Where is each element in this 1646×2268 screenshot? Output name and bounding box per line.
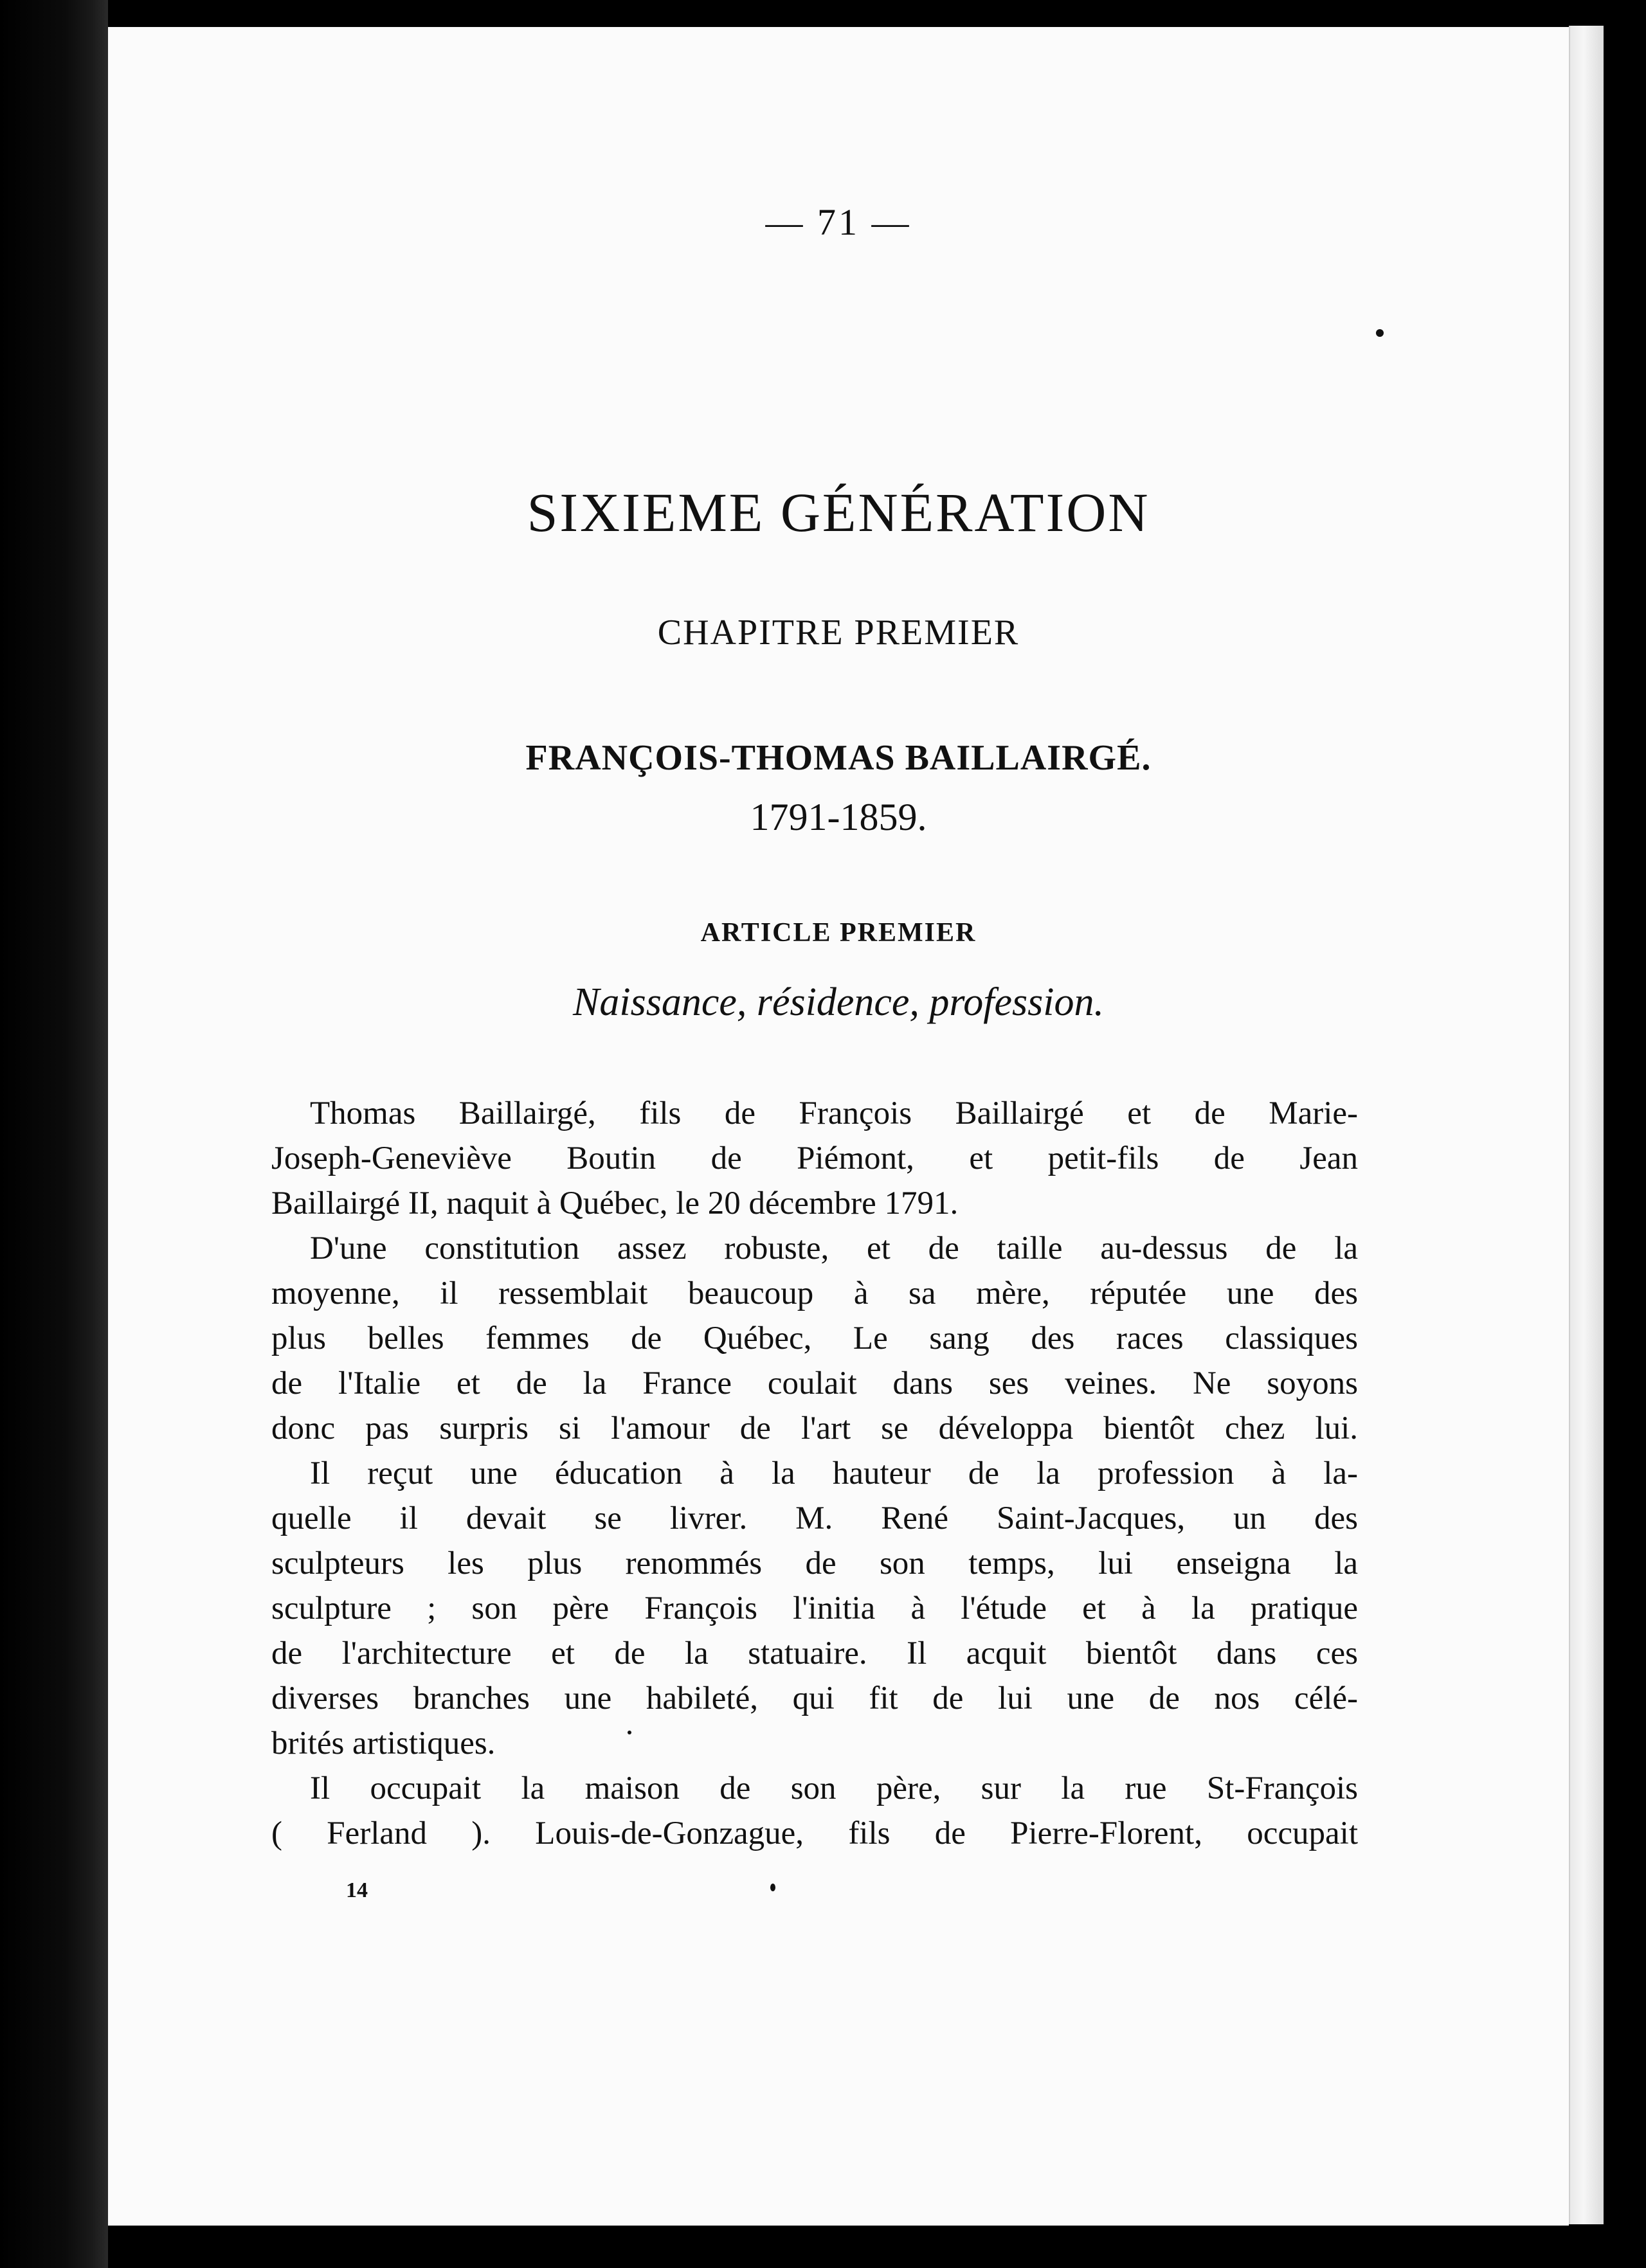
person-name: FRANÇOIS-THOMAS BAILLAIRGÉ. [525, 738, 1152, 778]
text-line: plus belles femmes de Québec, Le sang des races classiques [271, 1320, 1358, 1356]
signature-mark: 14 [346, 1878, 368, 1902]
chapter-heading: CHAPITRE PREMIER [657, 613, 1020, 652]
text-line: Thomas Baillairgé, fils de François Baillairgé et de Marie- [310, 1095, 1358, 1131]
body-text [271, 1091, 1358, 1856]
text-line: de l'architecture et de la statuaire. Il acquit bientôt dans ces [271, 1635, 1358, 1671]
text-line: Baillairgé II, naquit à Québec, le 20 décembre 1791. [271, 1185, 959, 1221]
text-line: Joseph-Geneviève Boutin de Piémont, et petit-fils de Jean [271, 1140, 1358, 1176]
article-heading: ARTICLE PREMIER [700, 918, 977, 948]
text-line: quelle il devait se livrer. M. René Saint-Jacques, un des [271, 1500, 1358, 1536]
scan-border-right [1601, 0, 1646, 2268]
text-line: donc pas surpris si l'amour de l'art se développa bientôt chez lui. [271, 1410, 1358, 1446]
text-line: de l'Italie et de la France coulait dans ses veines. Ne soyons [271, 1365, 1358, 1401]
text-line: D'une constitution assez robuste, et de taille au-dessus de la [310, 1230, 1358, 1266]
speck [1376, 329, 1384, 337]
speck [770, 1884, 775, 1891]
page-number: — 71 — [765, 201, 912, 243]
article-subtitle: Naissance, résidence, profession. [573, 980, 1104, 1024]
text-line: ( Ferland ). Louis-de-Gonzague, fils de Pierre-Florent, occupait [271, 1815, 1358, 1851]
page-edge [1569, 26, 1604, 2224]
scan-border-left [0, 0, 108, 2268]
text-line: diverses branches une habileté, qui fit de lui une de nos célé- [271, 1680, 1358, 1716]
text-line: sculpture ; son père François l'initia à l'étude et à la pratique [271, 1590, 1358, 1626]
generation-title: SIXIEME GÉNÉRATION [527, 482, 1150, 543]
text-line: Il reçut une éducation à la hauteur de la profession à la- [310, 1455, 1358, 1491]
text-line: moyenne, il ressemblait beaucoup à sa mère, réputée une des [271, 1275, 1358, 1311]
book-page [108, 27, 1569, 2226]
text-line: brités artistiques. [271, 1725, 496, 1761]
text-line: sculpteurs les plus renommés de son temps, lui enseigna la [271, 1545, 1358, 1581]
text-line: Il occupait la maison de son père, sur la rue St-François [310, 1770, 1358, 1806]
life-years: 1791-1859. [750, 796, 927, 838]
